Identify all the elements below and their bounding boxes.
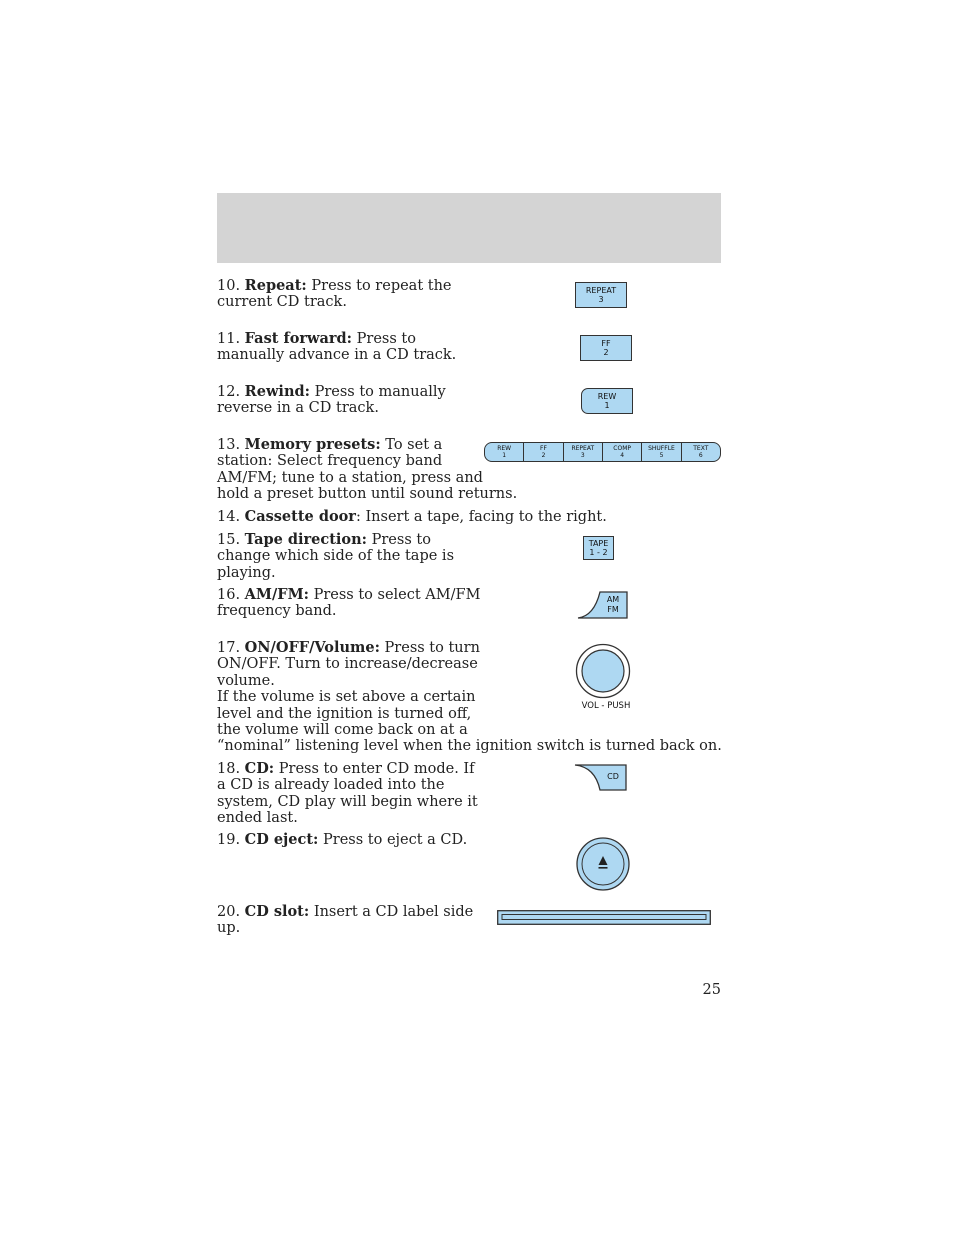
item-repeat: 10. Repeat: Press to repeat the current CD track. — [217, 277, 452, 311]
am-label: AM — [606, 595, 620, 604]
item-cd-eject: 19. CD eject: Press to eject a CD. — [217, 831, 468, 848]
item-on-off-volume: 17. ON/OFF/Volume: Press to turn ON/OFF. Turn to increase/decrease volume. If the volume is set above a certain level and the ignition is turned off, the volume will come back on at a “nominal” listening level when the ignition switch is turned back on. — [217, 639, 722, 755]
tape-direction-button[interactable]: TAPE 1 - 2 — [583, 536, 614, 560]
cd-eject-button[interactable] — [574, 836, 632, 892]
preset-button-2[interactable]: FF 2 — [524, 443, 563, 461]
am-fm-button[interactable] — [576, 590, 630, 620]
volume-knob[interactable] — [574, 642, 632, 700]
cd-slot[interactable] — [497, 910, 712, 926]
preset-button-3[interactable]: REPEAT 3 — [564, 443, 603, 461]
preset-button-4[interactable]: COMP 4 — [603, 443, 642, 461]
item-fast-forward: 11. Fast forward: Press to manually advance in a CD track. — [217, 330, 457, 364]
cd-label: CD — [607, 772, 619, 781]
preset-button-1[interactable]: REW 1 — [485, 443, 524, 461]
memory-preset-bar — [484, 442, 721, 462]
page-number: 25 — [702, 982, 721, 998]
header-band — [217, 193, 721, 263]
ff-button[interactable]: FF 2 — [580, 335, 632, 361]
item-memory-presets: 13. Memory presets: To set a station: Select frequency band AM/FM; tune to a station, press and hold a preset button until sound returns. — [217, 436, 518, 503]
cd-button[interactable] — [573, 763, 629, 793]
vol-push-label: VOL - PUSH — [581, 701, 631, 711]
item-am-fm: 16. AM/FM: Press to select AM/FM frequency band. — [217, 586, 481, 620]
repeat-button[interactable]: REPEAT 3 — [575, 282, 627, 308]
item-rewind: 12. Rewind: Press to manually reverse in a CD track. — [217, 383, 446, 417]
preset-button-6[interactable]: TEXT 6 — [693, 445, 709, 459]
item-tape-direction: 15. Tape direction: Press to change which side of the tape is playing. — [217, 531, 455, 581]
preset-button-5[interactable]: SHUFFLE 5 — [642, 443, 681, 461]
fm-label: FM — [607, 605, 619, 614]
rew-button[interactable]: REW 1 — [581, 388, 633, 414]
item-cd: 18. CD: Press to enter CD mode. If a CD is already loaded into the system, CD play will begin where it ended last. — [217, 760, 478, 827]
item-cassette-door: 14. Cassette door: Insert a tape, facing to the right. — [217, 508, 607, 525]
item-cd-slot: 20. CD slot: Insert a CD label side up. — [217, 903, 474, 937]
